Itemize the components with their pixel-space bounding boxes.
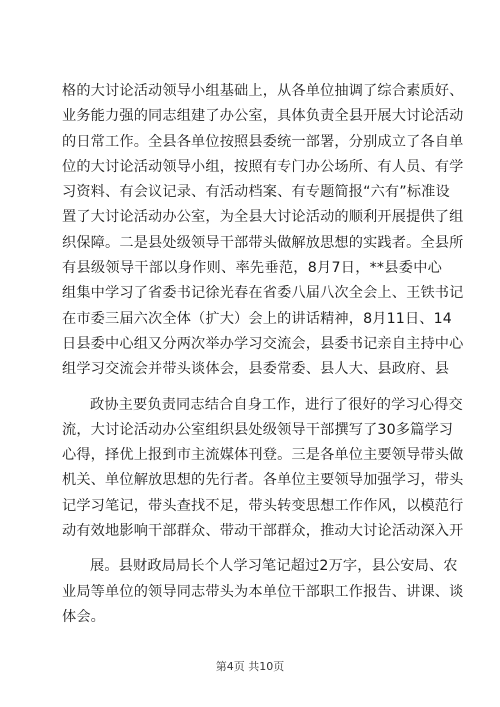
text-line: 动有效地影响干部群众、带动干部群众，推动大讨论活动深入开 [62,523,464,540]
text-line: 位的大讨论活动领导小组，按照有专门办公场所、有人员、有学 [62,158,464,175]
paragraph [62,393,464,545]
text-line: 业局等单位的领导同志带头为本单位干部职工作报告、讲课、谈 [62,583,464,600]
text-line: 机关、单位解放思想的先行者。各单位主要领导加强学习，带头 [62,472,464,489]
text-line: 组学习交流会并带头谈体会，县委常委、县人大、县政府、县 [62,361,450,378]
paragraph [62,79,464,383]
text-line: 织保障。二是县处级领导干部带头做解放思想的实践者。全县所 [62,234,464,251]
text-line: 在市委三届六次全体（扩大）会上的讲话精神，8月11日、14 [62,310,452,327]
text-line: 习资料、有会议记录、有活动档案、有专题简报“六有”标准设 [62,184,450,201]
paragraph-gap [62,383,442,393]
text-line: 组集中学习了省委书记徐光春在省委八届八次全会上、王铁书记 [62,285,464,302]
body-text [62,79,464,630]
text-line: 业务能力强的同志组建了办公室，具体负责全县开展大讨论活动 [62,108,464,125]
text-line: 展。县财政局局长个人学习笔记超过2万字，县公安局、农 [90,558,458,575]
paragraph [62,554,464,630]
text-line: 心得，择优上报到市主流媒体刊登。三是各单位主要领导带头做 [62,447,464,464]
paragraph-gap [62,544,442,554]
text-line: 的日常工作。全县各单位按照县委统一部署，分别成立了各自单 [62,133,464,150]
text-line: 日县委中心组又分两次举办学习交流会，县委书记亲自主持中心 [62,335,464,352]
text-line: 格的大讨论活动领导小组基础上，从各单位抽调了综合素质好、 [62,83,464,99]
text-line: 政协主要负责同志结合自身工作，进行了很好的学习心得交 [90,396,463,413]
text-line: 置了大讨论活动办公室，为全县大讨论活动的顺利开展提供了组 [62,209,464,226]
page-footer: 第4页 共10页 [215,660,285,673]
text-line: 有县级领导干部以身作则、率先垂范，8月7日，**县委中心 [62,260,442,277]
text-line: 记学习笔记，带头查找不足，带头转变思想工作作风，以模范行 [62,497,464,514]
text-line: 流，大讨论活动办公室组织县处级领导干部撰写了30多篇学习 [62,421,454,438]
text-line: 体会。 [62,608,106,625]
